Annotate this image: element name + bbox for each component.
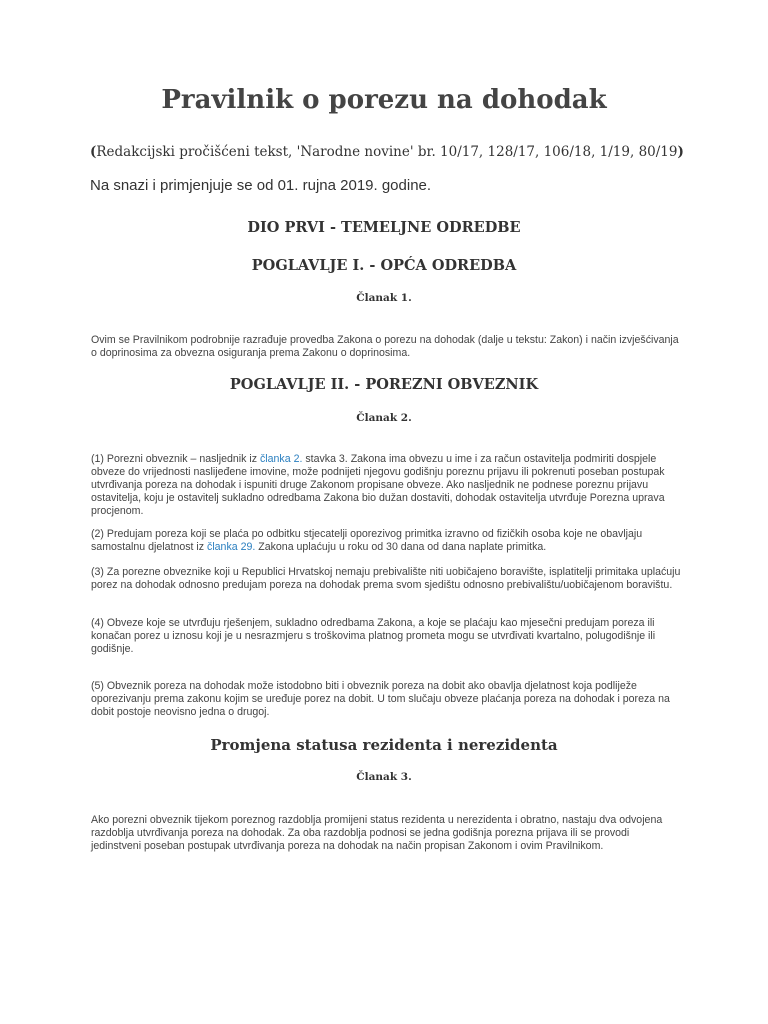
document-subtitle (90, 144, 710, 160)
part-one-heading: DIO PRVI - TEMELJNE ODREDBE (247, 219, 521, 236)
status-change-heading: Promjena statusa rezidenta i nerezidenta (210, 736, 558, 754)
chapter-two-heading: POGLAVLJE II. - POREZNI OBVEZNIK (229, 376, 539, 393)
article-3-label: Članak 3. (356, 771, 412, 783)
article-2-paragraph-2 (91, 528, 681, 554)
article-2-paragraph-4: (4) Obveze koje se utvrđuju rješenjem, sukladno odredbama Zakona, a koje se plaćaju kao mjesečni predujam poreza ili konačan porez u iznosu koji je u nesrazmjeru s troškovima platnog prometa mogu se utvrđivati kvartalno, polugodišnje ili godišnje. (91, 617, 656, 655)
subtitle-close-paren: ) (677, 144, 684, 160)
article-2-paragraph-3: (3) Za porezne obveznike koji u Republici Hrvatskoj nemaju prebivalište niti uobičajeno boravište, isplatitelji primitaka uplaćuju porez na dohodak odnosno predujam poreza na dohodak prema svom sjedištu odnosno prebivalištu/uobičajenom boravištu. (91, 566, 681, 591)
article-2-paragraph-1 (91, 453, 681, 518)
article-2-label: Članak 2. (356, 412, 412, 424)
article-1-label: Članak 1. (356, 292, 412, 304)
effective-date: Na snazi i primjenjuje se od 01. rujna 2019. godine. (90, 177, 432, 194)
article-2-reference-link[interactable]: članka 2. (260, 453, 303, 465)
paragraph-1-text-start: (1) Porezni obveznik – nasljednik iz (91, 453, 260, 465)
paragraph-1-text-end: stavka 3. Zakona ima obvezu u ime i za račun ostavitelja podmiriti dospjele obveze do vrijednosti naslijeđene imovine, može podnijeti njegovu godišnju poreznu prijavu ili pokrenuti poseban postupak utvrđivanja poreza na dohodak i ispuniti druge Zakonom propisane obveze. Ako nasljednik ne podnese poreznu prijavu ostavitelja, koju je ostavitelj sukladno odredbama Zakona bio dužan dostaviti, dohodak ostavitelja utvrđuje Porezna uprava procjenom. (91, 453, 665, 517)
paragraph-2-text-start: (2) Predujam poreza koji se plaća po odbitku stjecatelji oporezivog primitka izravno od fizičkih osoba koje ne obavljaju samostalnu djelatnost iz (91, 528, 643, 553)
subtitle-text: Redakcijski pročišćeni tekst, 'Narodne novine' br. 10/17, 128/17, 106/18, 1/19, 80/19 (96, 144, 678, 160)
chapter-one-heading: POGLAVLJE I. - OPĆA ODREDBA (251, 257, 517, 274)
article-3-text: Ako porezni obveznik tijekom poreznog razdoblja promijeni status rezidenta u nerezidenta i obratno, nastaju dva odvojena razdoblja utvrđivanja poreza na dohodak. Za oba razdoblja podnosi se jedna godišnja porezna prijava ili se provodi jedinstveni poseban postupak utvrđivanja poreza na dohodak na način propisan Zakonom i ovim Pravilnikom. (91, 814, 663, 852)
subtitle-open-paren: ( (90, 144, 97, 160)
article-1-text: Ovim se Pravilnikom podrobnije razrađuje provedba Zakona o porezu na dohodak (dalje u tekstu: Zakon) i način izvješćivanja o doprinosima za obvezna osiguranja prema Zakonu o doprinosima. (91, 334, 679, 359)
article-29-reference-link[interactable]: članka 29. (207, 541, 256, 553)
article-2-paragraph-5: (5) Obveznik poreza na dohodak može istodobno biti i obveznik poreza na dobit ako obavlja djelatnost koja podliježe oporezivanju prema zakonu kojim se uređuje porez na dobit. U tom slučaju obveze plaćanja poreza na dohodak i poreza na dobit postoje neovisno jedna o drugoj. (91, 680, 670, 718)
document-title: Pravilnik o porezu na dohodak (161, 85, 607, 115)
paragraph-2-text-end: Zakona uplaćuju u roku od 30 dana od dana naplate primitka. (255, 541, 547, 553)
